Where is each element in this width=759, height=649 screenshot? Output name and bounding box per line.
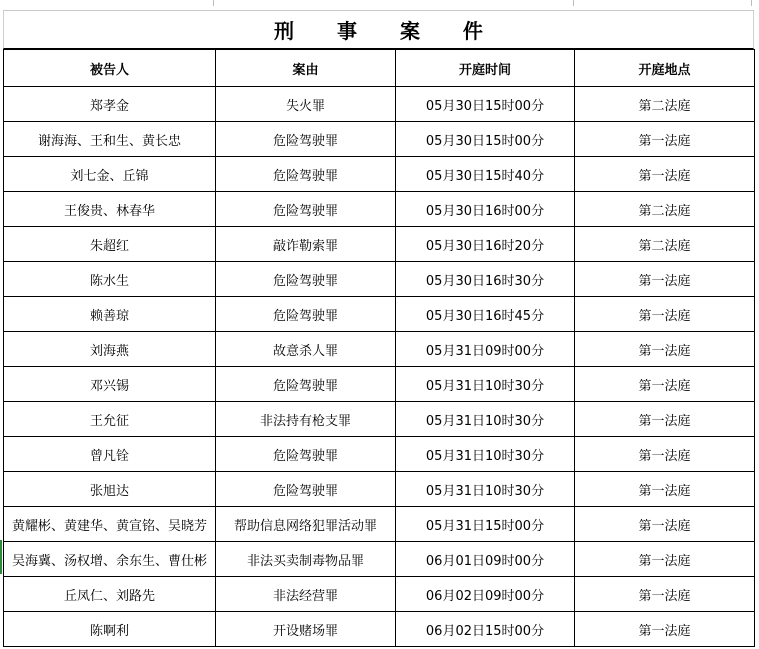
column-divider-tick bbox=[573, 0, 574, 6]
column-divider-tick bbox=[751, 0, 752, 6]
table-row bbox=[4, 507, 755, 542]
cell-hearing-time[interactable]: 05月31日09时00分 bbox=[396, 332, 575, 367]
table-row bbox=[4, 472, 755, 507]
cell-charge[interactable]: 失火罪 bbox=[216, 87, 396, 122]
cell-courtroom[interactable]: 第二法庭 bbox=[575, 227, 755, 262]
table-row bbox=[4, 122, 755, 157]
cell-defendant[interactable]: 谢海海、王和生、黄长忠 bbox=[4, 122, 216, 157]
cell-charge[interactable]: 敲诈勒索罪 bbox=[216, 227, 396, 262]
cell-defendant[interactable]: 陈啊利 bbox=[4, 612, 216, 647]
cell-defendant[interactable]: 邓兴锡 bbox=[4, 367, 216, 402]
table-row bbox=[4, 437, 755, 472]
cell-hearing-time[interactable]: 05月30日16时20分 bbox=[396, 227, 575, 262]
table-row bbox=[4, 262, 755, 297]
cell-courtroom[interactable]: 第一法庭 bbox=[575, 472, 755, 507]
cell-courtroom[interactable]: 第一法庭 bbox=[575, 542, 755, 577]
cell-charge[interactable]: 危险驾驶罪 bbox=[216, 367, 396, 402]
table-header-row bbox=[4, 50, 755, 87]
cell-hearing-time[interactable]: 05月30日15时00分 bbox=[396, 87, 575, 122]
cell-charge[interactable]: 帮助信息网络犯罪活动罪 bbox=[216, 507, 396, 542]
cell-defendant[interactable]: 刘七金、丘锦 bbox=[4, 157, 216, 192]
table-row bbox=[4, 542, 755, 577]
cell-hearing-time[interactable]: 06月01日09时00分 bbox=[396, 542, 575, 577]
table-row bbox=[4, 577, 755, 612]
cell-hearing-time[interactable]: 05月31日10时30分 bbox=[396, 472, 575, 507]
cell-hearing-time[interactable]: 05月30日15时40分 bbox=[396, 157, 575, 192]
cell-courtroom[interactable]: 第一法庭 bbox=[575, 262, 755, 297]
table-row bbox=[4, 612, 755, 647]
cell-courtroom[interactable]: 第一法庭 bbox=[575, 612, 755, 647]
cell-courtroom[interactable]: 第一法庭 bbox=[575, 122, 755, 157]
spreadsheet-sheet bbox=[3, 0, 754, 647]
table-body bbox=[4, 87, 755, 647]
column-divider-tick bbox=[213, 0, 214, 6]
case-schedule-table bbox=[3, 49, 755, 647]
cell-courtroom[interactable]: 第一法庭 bbox=[575, 297, 755, 332]
table-row bbox=[4, 367, 755, 402]
cell-courtroom[interactable]: 第一法庭 bbox=[575, 367, 755, 402]
cell-defendant[interactable]: 张旭达 bbox=[4, 472, 216, 507]
cell-defendant[interactable]: 曾凡铨 bbox=[4, 437, 216, 472]
cell-charge[interactable]: 危险驾驶罪 bbox=[216, 262, 396, 297]
cell-charge[interactable]: 故意杀人罪 bbox=[216, 332, 396, 367]
cell-hearing-time[interactable]: 05月31日10时30分 bbox=[396, 367, 575, 402]
column-header-courtroom[interactable]: 开庭地点 bbox=[575, 50, 755, 87]
cell-charge[interactable]: 危险驾驶罪 bbox=[216, 437, 396, 472]
cell-charge[interactable]: 非法买卖制毒物品罪 bbox=[216, 542, 396, 577]
cell-courtroom[interactable]: 第一法庭 bbox=[575, 157, 755, 192]
cell-defendant[interactable]: 吴海冀、汤权增、余东生、曹仕彬 bbox=[4, 542, 216, 577]
cell-courtroom[interactable]: 第一法庭 bbox=[575, 402, 755, 437]
table-row bbox=[4, 192, 755, 227]
sheet-title: 刑 事 案 件 bbox=[274, 19, 501, 43]
cell-charge[interactable]: 危险驾驶罪 bbox=[216, 157, 396, 192]
column-header-defendant[interactable]: 被告人 bbox=[4, 50, 216, 87]
cell-charge[interactable]: 危险驾驶罪 bbox=[216, 192, 396, 227]
cell-hearing-time[interactable]: 05月31日15时00分 bbox=[396, 507, 575, 542]
cell-courtroom[interactable]: 第二法庭 bbox=[575, 87, 755, 122]
cell-defendant[interactable]: 郑孝金 bbox=[4, 87, 216, 122]
cell-hearing-time[interactable]: 05月30日16时00分 bbox=[396, 192, 575, 227]
table-row bbox=[4, 332, 755, 367]
row-marker bbox=[0, 540, 2, 574]
cell-hearing-time[interactable]: 05月30日16时45分 bbox=[396, 297, 575, 332]
cell-hearing-time[interactable]: 06月02日15时00分 bbox=[396, 612, 575, 647]
column-header-charge[interactable]: 案由 bbox=[216, 50, 396, 87]
cell-charge[interactable]: 非法经营罪 bbox=[216, 577, 396, 612]
cell-hearing-time[interactable]: 05月31日10时30分 bbox=[396, 437, 575, 472]
cell-charge[interactable]: 危险驾驶罪 bbox=[216, 122, 396, 157]
table-row bbox=[4, 297, 755, 332]
cell-defendant[interactable]: 王俊贵、林春华 bbox=[4, 192, 216, 227]
cell-defendant[interactable]: 王允征 bbox=[4, 402, 216, 437]
cell-defendant[interactable]: 丘凤仁、刘路先 bbox=[4, 577, 216, 612]
cell-courtroom[interactable]: 第一法庭 bbox=[575, 507, 755, 542]
column-header-hearing-time[interactable]: 开庭时间 bbox=[396, 50, 575, 87]
table-row bbox=[4, 227, 755, 262]
cell-defendant[interactable]: 刘海燕 bbox=[4, 332, 216, 367]
cell-charge[interactable]: 非法持有枪支罪 bbox=[216, 402, 396, 437]
table-row bbox=[4, 87, 755, 122]
table-row bbox=[4, 402, 755, 437]
cell-courtroom[interactable]: 第一法庭 bbox=[575, 332, 755, 367]
cell-hearing-time[interactable]: 06月02日09时00分 bbox=[396, 577, 575, 612]
cell-charge[interactable]: 危险驾驶罪 bbox=[216, 472, 396, 507]
cell-hearing-time[interactable]: 05月31日10时30分 bbox=[396, 402, 575, 437]
column-header-strip bbox=[3, 0, 754, 11]
cell-defendant[interactable]: 赖善琼 bbox=[4, 297, 216, 332]
cell-charge[interactable]: 开设赌场罪 bbox=[216, 612, 396, 647]
cell-charge[interactable]: 危险驾驶罪 bbox=[216, 297, 396, 332]
title-cell[interactable] bbox=[3, 11, 754, 49]
cell-hearing-time[interactable]: 05月30日16时30分 bbox=[396, 262, 575, 297]
cell-courtroom[interactable]: 第二法庭 bbox=[575, 192, 755, 227]
cell-hearing-time[interactable]: 05月30日15时00分 bbox=[396, 122, 575, 157]
cell-defendant[interactable]: 黄耀彬、黄建华、黄宣铭、吴晓芳 bbox=[4, 507, 216, 542]
cell-courtroom[interactable]: 第一法庭 bbox=[575, 577, 755, 612]
cell-courtroom[interactable]: 第一法庭 bbox=[575, 437, 755, 472]
cell-defendant[interactable]: 朱超红 bbox=[4, 227, 216, 262]
cell-defendant[interactable]: 陈水生 bbox=[4, 262, 216, 297]
table-row bbox=[4, 157, 755, 192]
